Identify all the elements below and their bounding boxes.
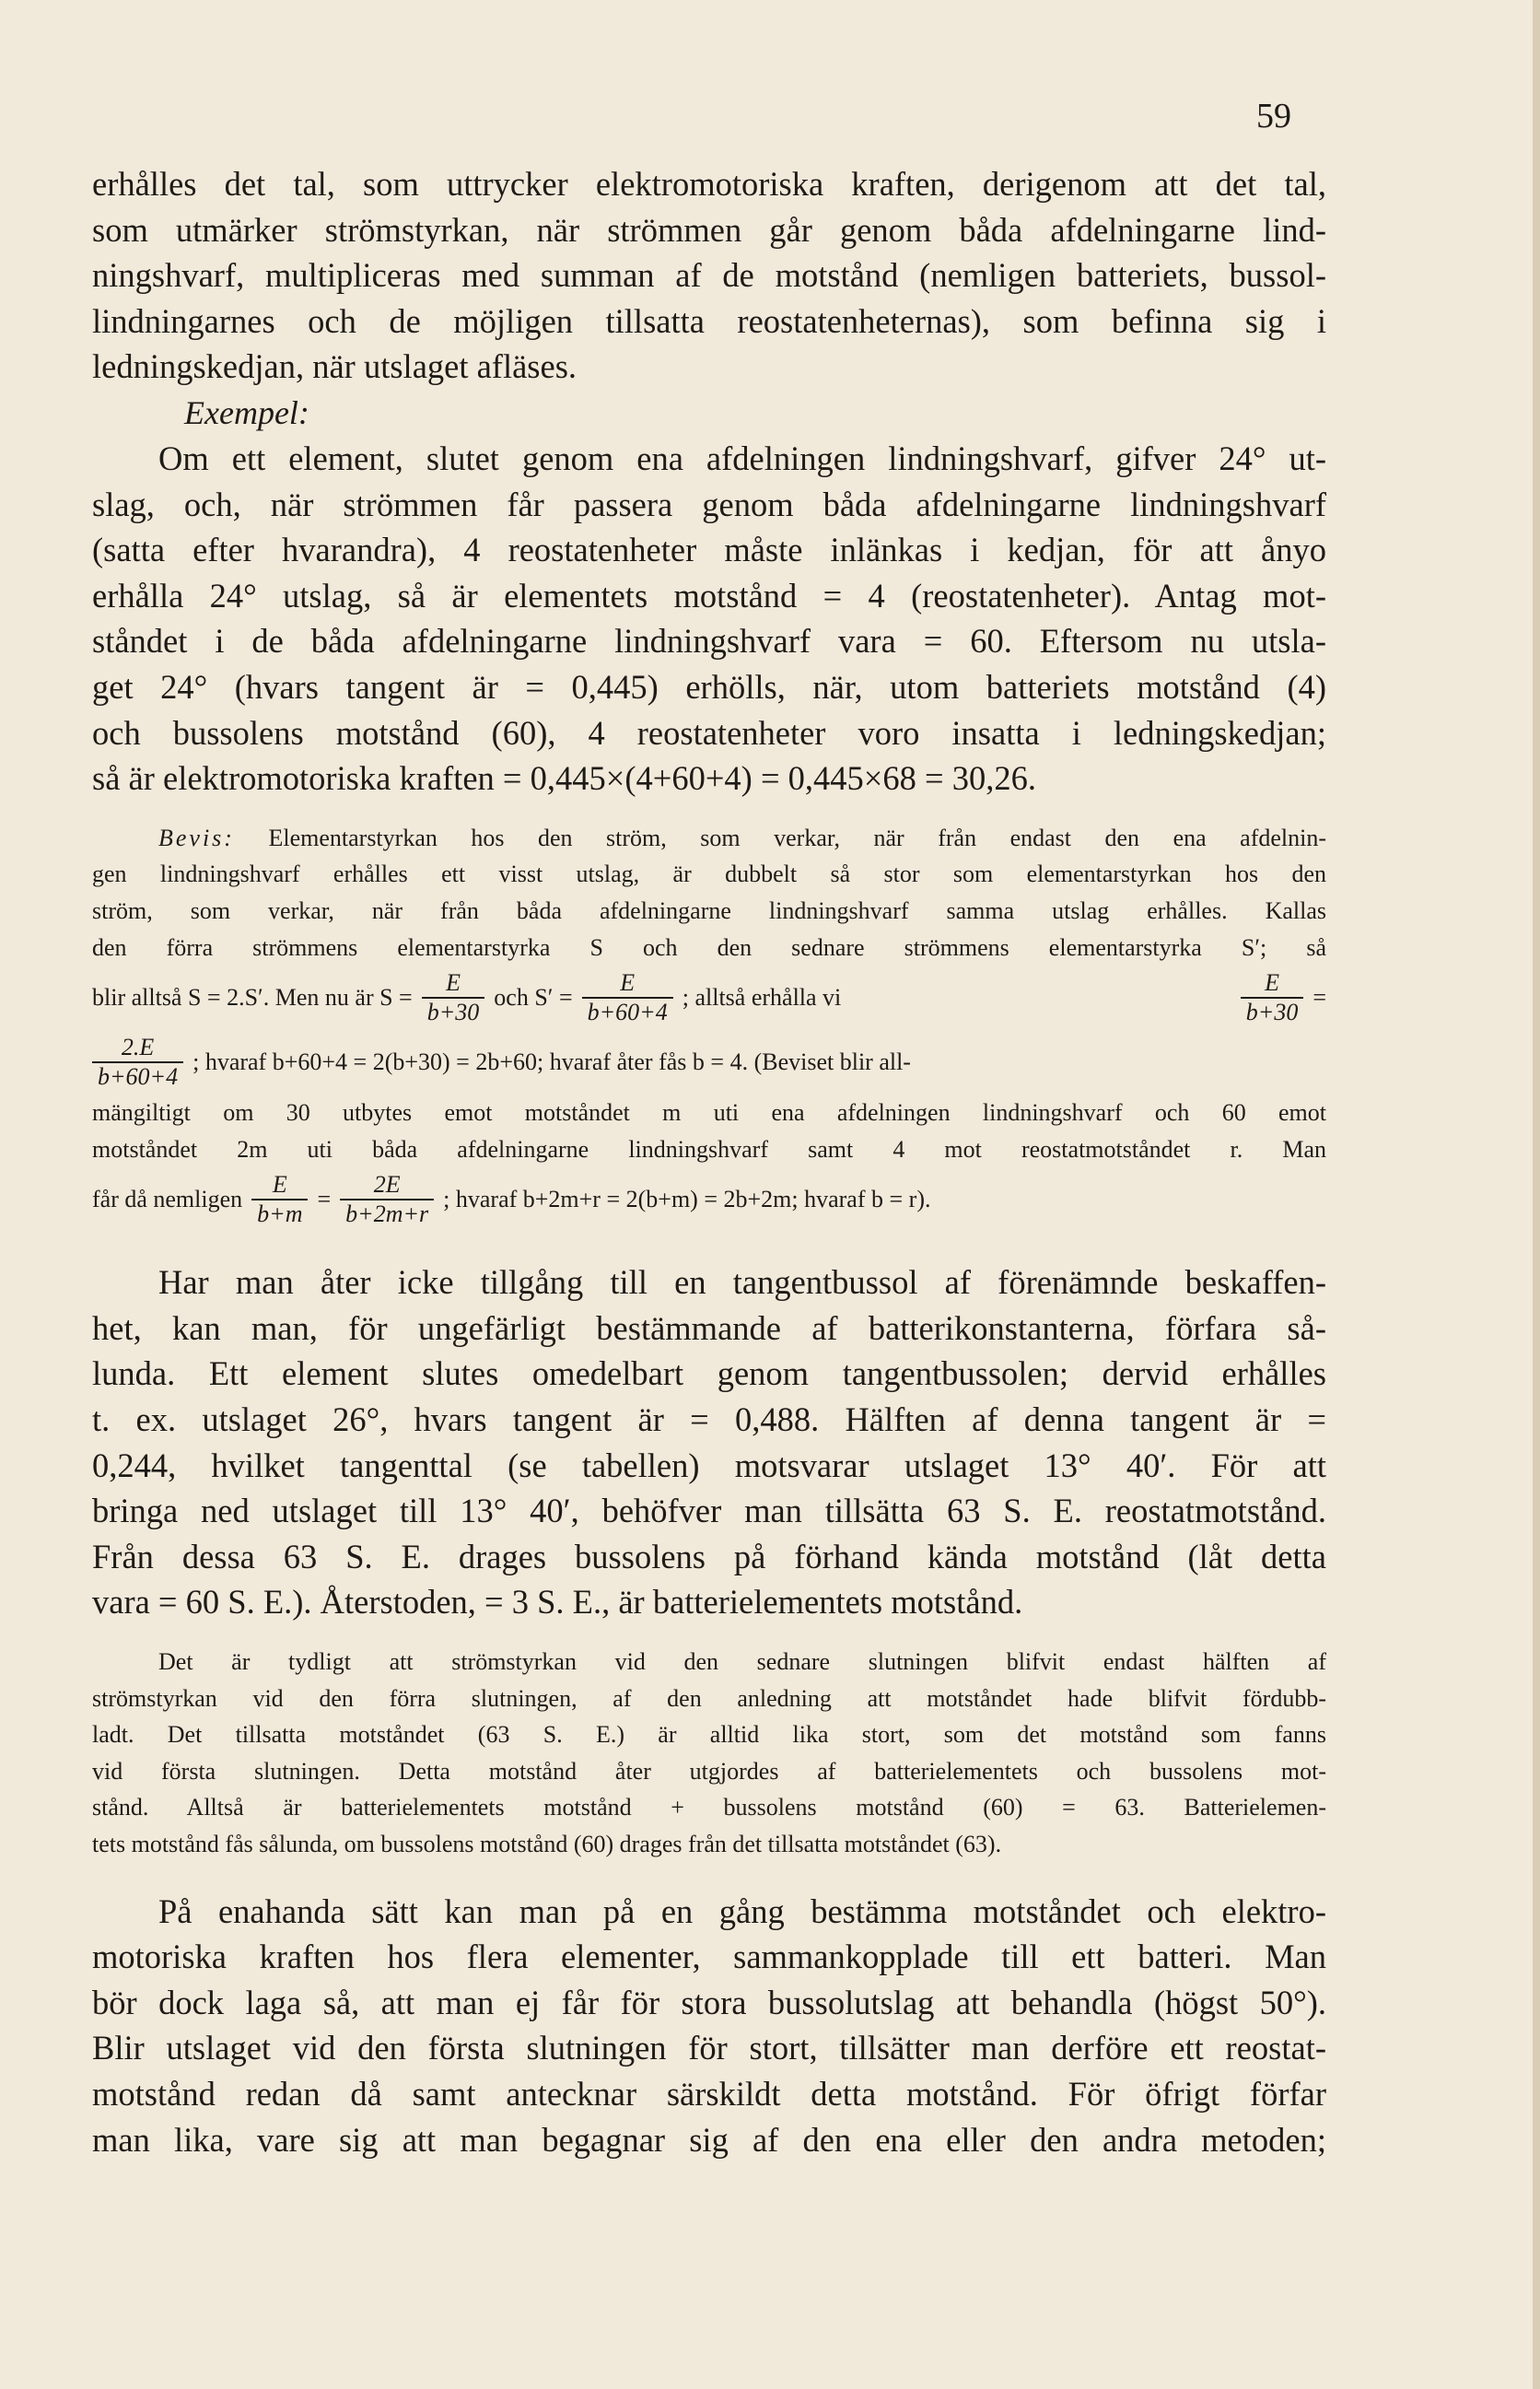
fraction-numerator: E [1265, 969, 1279, 997]
text-line: Bevis: Elementarstyrkan hos den ström, som verkar, när från endast den ena afdelnin- [158, 824, 1327, 851]
text-line: erhålles det tal, som uttrycker elektromotoriska kraften, derigenom att det tal, [92, 165, 1326, 203]
text-line: så är elektromotoriska kraften = 0,445×(4+60+4) = 0,445×68 = 30,26. [92, 759, 1036, 798]
text-line: Blir utslaget vid den första slutningen för stort, tillsätter man derföre ett reostat- [92, 2029, 1326, 2067]
paragraph-several-elements [92, 1889, 1326, 2163]
note-block [92, 1644, 1326, 1863]
text-line: ningshvarf, multipliceras med summan af de motstånd (nemligen batteriets, bussol- [92, 256, 1326, 295]
proof-block [92, 820, 1326, 1233]
text-line: lunda. Ett element slutes omedelbart genom tangentbussolen; dervid erhålles [92, 1354, 1326, 1393]
text-line: den förra strömmens elementarstyrka S och den sednare strömmens elementarstyrka S′; så [92, 933, 1326, 961]
equation-line [92, 966, 1326, 1030]
paragraph-example [92, 436, 1326, 802]
fraction [92, 1034, 183, 1091]
fraction [340, 1171, 434, 1228]
fraction [422, 969, 485, 1026]
text-line: Om ett element, slutet genom ena afdelningen lindningshvarf, gifver 24° ut- [158, 439, 1326, 477]
fraction [582, 969, 673, 1026]
fraction-numerator: E [446, 969, 461, 997]
text-line: ledningskedjan, när utslaget afläses. [92, 347, 578, 386]
text-line: Det är tydligt att strömstyrkan vid den sednare slutningen blifvit endast hälften af [158, 1648, 1326, 1676]
text-line: vara = 60 S. E.). Återstoden, = 3 S. E., är batterielementets motstånd. [92, 1583, 1023, 1622]
text-line: strömstyrkan vid den förra slutningen, af den anledning att motståndet hade blifvit fördubb- [92, 1684, 1326, 1712]
text-line: ström, som verkar, när från båda afdelningarne lindningshvarf samma utslag erhålles. Kallas [92, 896, 1326, 924]
text-line: slag, och, när strömmen får passera genom båda afdelningarne lindningshvarf [92, 485, 1326, 523]
fraction-denominator: b+m [251, 1199, 308, 1228]
equation-text: ; hvaraf b+2m+r = 2(b+m) = 2b+2m; hvaraf b = r). [443, 1186, 931, 1213]
fraction-denominator: b+2m+r [340, 1199, 434, 1228]
fraction-denominator: b+30 [422, 997, 485, 1026]
text-line: På enahanda sätt kan man på en gång bestämma motståndet och elektro- [158, 1891, 1326, 1930]
text-line: motoriska kraften hos flera elementer, sammankopplade till ett batteri. Man [92, 1938, 1326, 1976]
example-heading: Exempel: [184, 393, 309, 431]
proof-label: Bevis: [158, 824, 235, 851]
text-line: Från dessa 63 S. E. drages bussolens på förhand kända motstånd (låt detta [92, 1537, 1326, 1575]
text-line: lindningarnes och de möjligen tillsatta reostatenheternas), som befinna sig i [92, 301, 1326, 340]
text-line: erhålla 24° utslag, så är elementets motstånd = 4 (reostatenheter). Antag mot- [92, 576, 1326, 615]
text-line: bör dock laga så, att man ej får för stora bussolutslag att behandla (högst 50°). [92, 1983, 1326, 2021]
text-line: ladt. Det tillsatta motståndet (63 S. E.) är alltid lika stort, som det motstånd som fanns [92, 1721, 1326, 1749]
equation-text: och S′ = [494, 984, 573, 1012]
text-line: mängiltigt om 30 utbytes emot motståndet m uti ena afdelningen lindningshvarf och 60 emot [92, 1099, 1326, 1127]
text-line: Har man åter icke tillgång till en tangentbussol af förenämnde beskaffen- [158, 1263, 1326, 1302]
equation-text: = [317, 1186, 332, 1213]
fraction [1241, 969, 1304, 1026]
text-line: t. ex. utslaget 26°, hvars tangent är = 0,488. Hälften af denna tangent är = [92, 1400, 1326, 1439]
text-line: vid första slutningen. Detta motstånd åter utgjordes af batterielementets och bussolens mot- [92, 1757, 1326, 1785]
text-line: och bussolens motstånd (60), 4 reostatenheter voro insatta i ledningskedjan; [92, 713, 1326, 752]
equation-text: ; hvaraf b+60+4 = 2(b+30) = 2b+60; hvaraf åter fås b = 4. (Beviset blir all- [192, 1048, 911, 1076]
equation-line [92, 1030, 1326, 1095]
text-line: motståndet 2m uti båda afdelningarne lindningshvarf samt 4 mot reostatmotståndet r. Man [92, 1135, 1326, 1163]
fraction-denominator: b+60+4 [92, 1061, 183, 1091]
text-line: stånd. Alltså är batterielementets motstånd + bussolens motstånd (60) = 63. Batterielemen- [92, 1794, 1326, 1821]
paragraph-intro [92, 161, 1326, 390]
text-line: (satta efter hvarandra), 4 reostatenheter måste inlänkas i kedjan, för att ånyo [92, 531, 1326, 569]
equation-text: = [1312, 984, 1326, 1012]
text-line: bringa ned utslaget till 13° 40′, behöfver man tillsätta 63 S. E. reostatmotstånd. [92, 1492, 1326, 1530]
fraction-numerator: E [620, 969, 636, 997]
text-line: tets motstånd fås sålunda, om bussolens motstånd (60) drages från det tillsatta motståndet (63). [92, 1831, 1002, 1857]
text-line: get 24° (hvars tangent är = 0,445) erhölls, när, utom batteriets motstånd (4) [92, 667, 1326, 706]
equation-line [92, 1167, 1326, 1232]
page-number: 59 [1256, 97, 1291, 135]
equation-text: får då nemligen [92, 1186, 243, 1213]
text-line: som utmärker strömstyrkan, när strömmen går genom båda afdelningarne lind- [92, 210, 1326, 249]
fraction-numerator: 2.E [121, 1034, 155, 1061]
fraction-denominator: b+30 [1241, 997, 1304, 1026]
paragraph-alternative-method [92, 1259, 1326, 1625]
equation-text: ; alltså erhålla vi [682, 984, 842, 1012]
text-line: ståndet i de båda afdelningarne lindningshvarf vara = 60. Eftersom nu utsla- [92, 622, 1326, 661]
fraction [251, 1171, 308, 1228]
text-line: motstånd redan då samt antecknar särskildt detta motstånd. För öfrigt förfar [92, 2074, 1326, 2113]
text-line: het, kan man, för ungefärligt bestämmande af batterikonstanterna, förfara så- [92, 1308, 1326, 1347]
text-line: man lika, vare sig att man begagnar sig af den ena eller den andra metoden; [92, 2120, 1326, 2159]
fraction-denominator: b+60+4 [582, 997, 673, 1026]
equation-text: blir alltså S = 2.S′. Men nu är S = [92, 984, 413, 1012]
fraction-numerator: 2E [373, 1171, 401, 1199]
page-content [92, 161, 1326, 2162]
text-line: gen lindningshvarf erhålles ett visst utslag, är dubbelt så stor som elementarstyrkan hos den [92, 861, 1326, 888]
fraction-numerator: E [272, 1171, 287, 1199]
text-line: 0,244, hvilket tangenttal (se tabellen) motsvarar utslaget 13° 40′. För att [92, 1446, 1326, 1484]
